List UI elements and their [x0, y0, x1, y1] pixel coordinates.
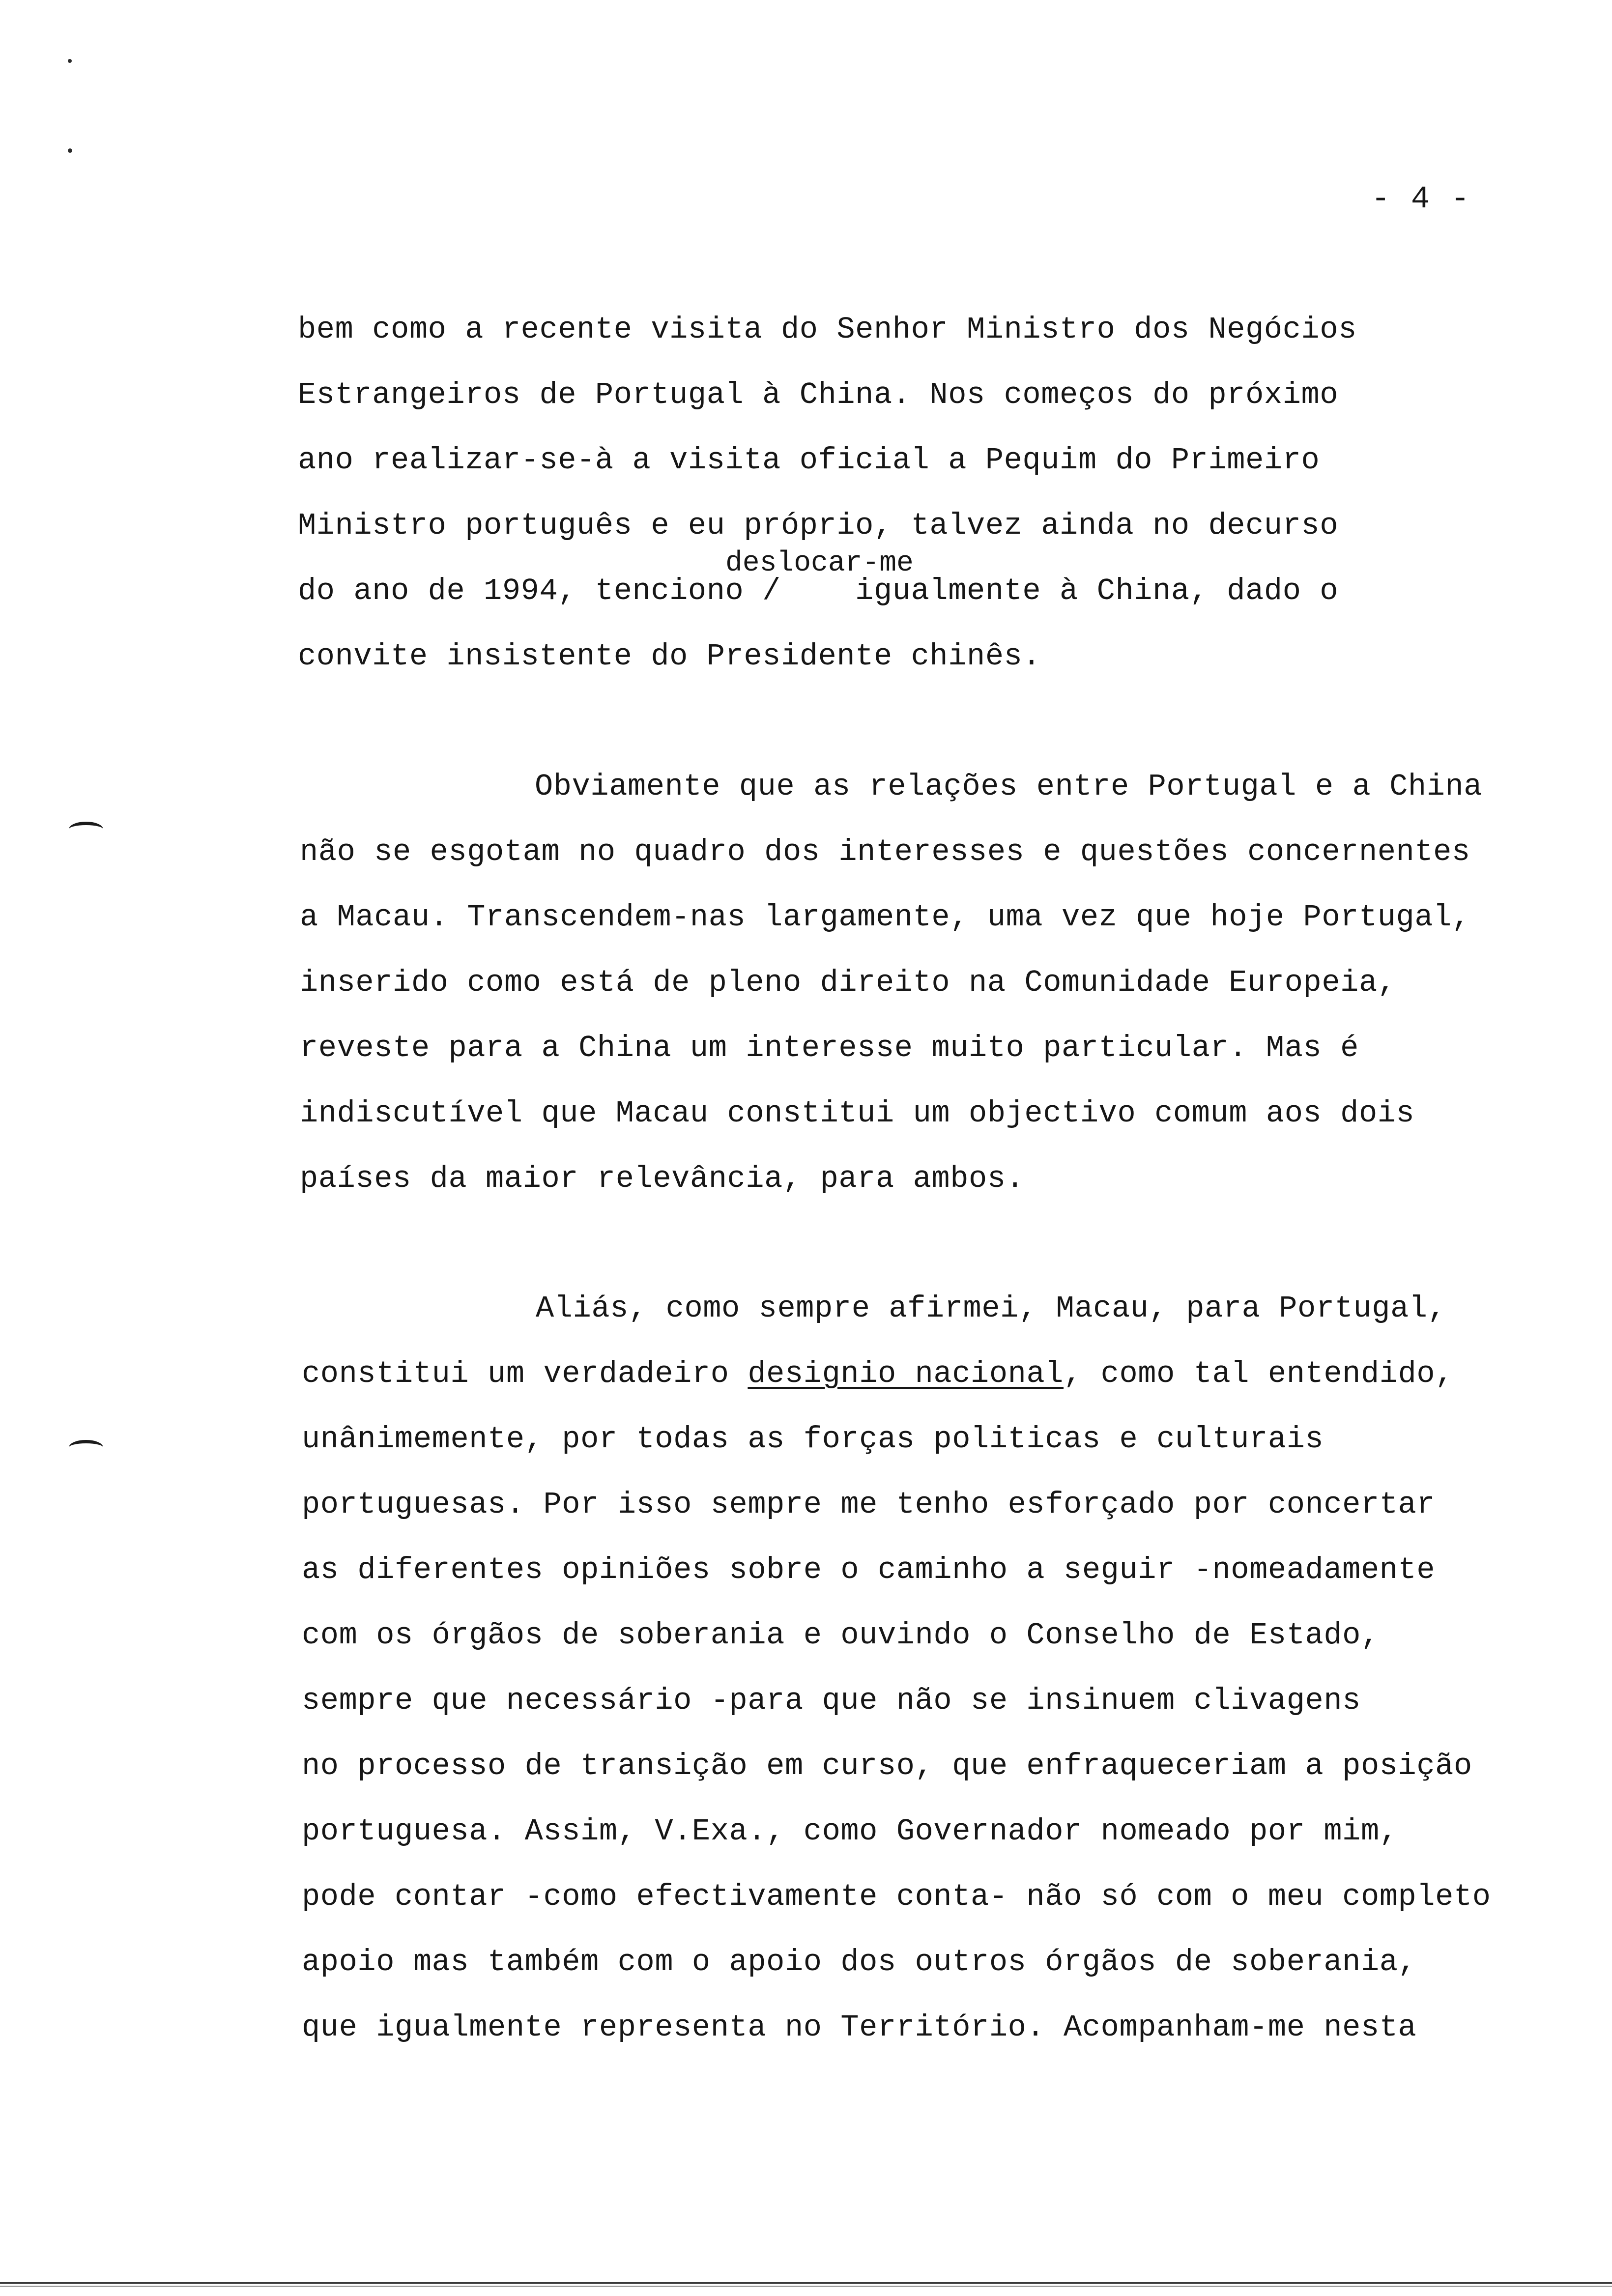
- text-line: convite insistente do Presidente chinês.: [298, 639, 1041, 674]
- text-line: Aliás, como sempre afirmei, Macau, para Portugal,: [536, 1291, 1446, 1326]
- text-line: reveste para a China um interesse muito particular. Mas é: [300, 1031, 1359, 1065]
- scan-speck: [68, 59, 72, 63]
- margin-mark: [69, 822, 103, 837]
- interlinear-insertion: deslocar-me: [725, 547, 914, 579]
- text-line: não se esgotam no quadro dos interesses e questões concernentes: [300, 834, 1470, 869]
- text-line: [302, 1356, 1454, 1391]
- text-line: no processo de transição em curso, que enfraqueceriam a posição: [302, 1749, 1472, 1783]
- text-line: bem como a recente visita do Senhor Ministro dos Negócios: [298, 312, 1357, 347]
- text-line: a Macau. Transcendem-nas largamente, uma vez que hoje Portugal,: [300, 900, 1470, 935]
- underlined-phrase: designio nacional: [748, 1356, 1064, 1391]
- page-number: - 4 -: [1371, 182, 1471, 217]
- scan-edge-line: [0, 2286, 1612, 2287]
- text-line: indiscutível que Macau constitui um objectivo comum aos dois: [300, 1096, 1415, 1131]
- text-line: que igualmente representa no Território. Acompanham-me nesta: [302, 2010, 1417, 2045]
- scan-speck: [68, 148, 72, 153]
- text-line: países da maior relevância, para ambos.: [300, 1161, 1025, 1196]
- text-line: Obviamente que as relações entre Portugal e a China: [535, 769, 1483, 804]
- scan-edge-line: [0, 2282, 1612, 2284]
- text-line: Ministro português e eu próprio, talvez ainda no decurso: [298, 508, 1339, 543]
- text-line: pode contar -como efectivamente conta- não só com o meu completo: [302, 1879, 1491, 1914]
- margin-mark: [69, 1440, 103, 1455]
- text-line: do ano de 1994, tenciono / igualmente à China, dado o: [298, 574, 1339, 608]
- text-line: unânimemente, por todas as forças politicas e culturais: [302, 1422, 1324, 1457]
- text-line-end: , como tal entendido,: [1064, 1356, 1454, 1391]
- text-line: portuguesas. Por isso sempre me tenho esforçado por concertar: [302, 1487, 1436, 1522]
- text-line: inserido como está de pleno direito na Comunidade Europeia,: [300, 965, 1396, 1000]
- text-line-start: constitui um verdadeiro: [302, 1356, 748, 1391]
- text-line: Estrangeiros de Portugal à China. Nos começos do próximo: [298, 377, 1339, 412]
- text-line: com os órgãos de soberania e ouvindo o Conselho de Estado,: [302, 1618, 1380, 1653]
- text-line: sempre que necessário -para que não se insinuem clivagens: [302, 1683, 1361, 1718]
- text-line: as diferentes opiniões sobre o caminho a seguir -nomeadamente: [302, 1552, 1436, 1587]
- text-line: portuguesa. Assim, V.Exa., como Governador nomeado por mim,: [302, 1814, 1398, 1849]
- text-line: apoio mas também com o apoio dos outros órgãos de soberania,: [302, 1945, 1417, 1980]
- text-line: ano realizar-se-à a visita oficial a Pequim do Primeiro: [298, 443, 1320, 478]
